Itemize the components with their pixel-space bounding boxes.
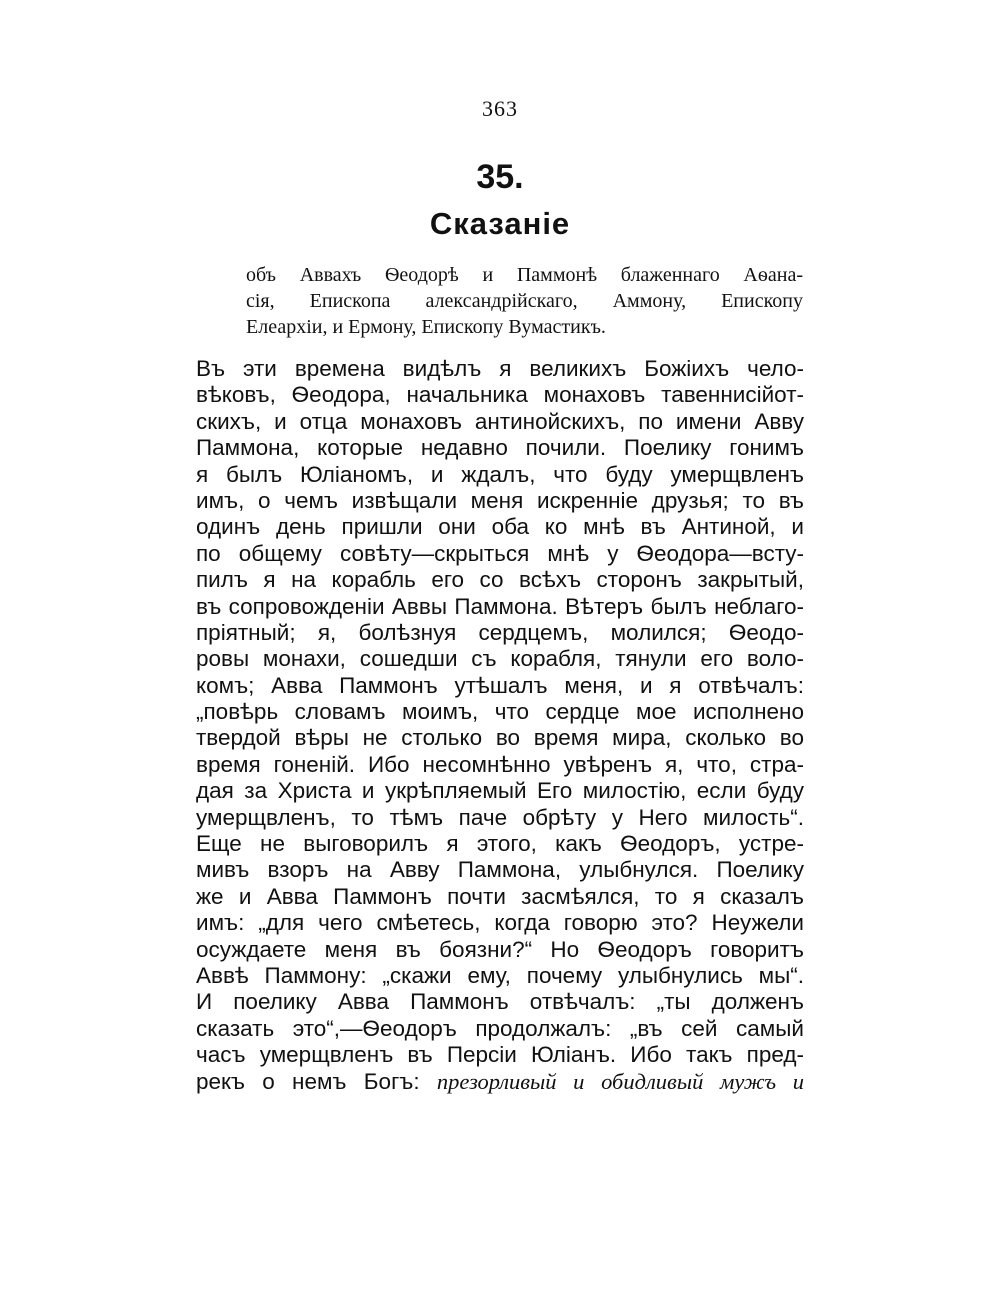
body-line: И поелику Авва Паммонъ отвѣчалъ: „ты долженъ — [196, 989, 804, 1015]
body-line: Аввѣ Паммону: „скажи ему, почему улыбнулись мы“. — [196, 962, 804, 988]
body-line: пилъ я на корабль его со всѣхъ сторонъ закрытый, — [196, 567, 804, 593]
body-line: осуждаете меня въ боязни?“ Но Ѳеодоръ говоритъ — [196, 936, 804, 962]
body-line: часъ умерщвленъ въ Персіи Юліанъ. Ибо такъ пред- — [196, 1042, 804, 1068]
chapter-number: 35. — [476, 158, 524, 196]
body-line: вѣковъ, Ѳеодора, начальника монаховъ тавеннисійот- — [196, 382, 804, 408]
body-line: умерщвленъ, то тѣмъ паче обрѣту у Него милость“. — [196, 804, 804, 830]
body-line: я былъ Юліаномъ, и ждалъ, что буду умерщвленъ — [196, 461, 804, 487]
body-line: время гоненій. Ибо несомнѣнно увѣренъ я, что, стра- — [196, 751, 804, 777]
body-line: Паммона, которые недавно почили. Поелику гонимъ — [196, 435, 804, 461]
body-line: скихъ, и отца монаховъ антинойскихъ, по имени Авву — [196, 408, 804, 434]
chapter-subtitle — [246, 262, 803, 340]
body-line: Въ эти времена видѣлъ я великихъ Божіихъ чело- — [196, 356, 804, 381]
body-last-line-italic: презорливый и обидливый мужъ и — [436, 1068, 804, 1094]
body-line: Еще не выговорилъ я этого, какъ Ѳеодоръ, устре- — [196, 831, 804, 857]
body-line: твердой вѣры не столько во время мира, сколько во — [196, 725, 804, 751]
chapter-title: Сказаніе — [429, 206, 571, 241]
body-line: ровы монахи, сошедши съ корабля, тянули его воло- — [196, 646, 804, 672]
page-number: 363 — [482, 96, 518, 121]
body-text — [196, 356, 804, 1095]
subtitle-line: сія, Епископа александрійскаго, Аммону, Епископу — [246, 290, 803, 312]
body-line: сказать это“,—Ѳеодоръ продолжалъ: „въ сей самый — [196, 1015, 804, 1041]
body-line: комъ; Авва Паммонъ утѣшалъ меня, и я отвѣчалъ: — [196, 672, 804, 698]
body-line: „повѣрь словамъ моимъ, что сердце мое исполнено — [196, 699, 804, 725]
body-last-line — [196, 1069, 804, 1095]
body-line: въ сопровожденіи Аввы Паммона. Вѣтеръ былъ неблаго- — [196, 593, 804, 619]
body-line: мивъ взоръ на Авву Паммона, улыбнулся. Поелику — [196, 857, 804, 883]
subtitle-line: Елеархіи, и Ермону, Епископу Вумастикъ. — [246, 316, 606, 338]
body-last-line-regular: рекъ о немъ Богъ: — [196, 1068, 437, 1094]
body-line: одинъ день пришли они оба ко мнѣ въ Антиной, и — [196, 514, 804, 540]
body-line: пріятный; я, болѣзнуя сердцемъ, молился; Ѳеодо- — [196, 619, 804, 645]
body-line: имъ, о чемъ извѣщали меня искренніе друзья; то въ — [196, 487, 804, 513]
subtitle-line: объ Аввахъ Ѳеодорѣ и Паммонѣ блаженнаго Аѳана- — [246, 264, 803, 286]
body-line: имъ: „для чего смѣетесь, когда говорю это? Неужели — [196, 910, 804, 936]
body-line: дая за Христа и укрѣпляемый Его милостію, если буду — [196, 778, 804, 804]
body-line: же и Авва Паммонъ почти засмѣялся, то я сказалъ — [196, 883, 804, 909]
body-line: по общему совѣту—скрыться мнѣ у Ѳеодора—всту- — [196, 540, 804, 566]
